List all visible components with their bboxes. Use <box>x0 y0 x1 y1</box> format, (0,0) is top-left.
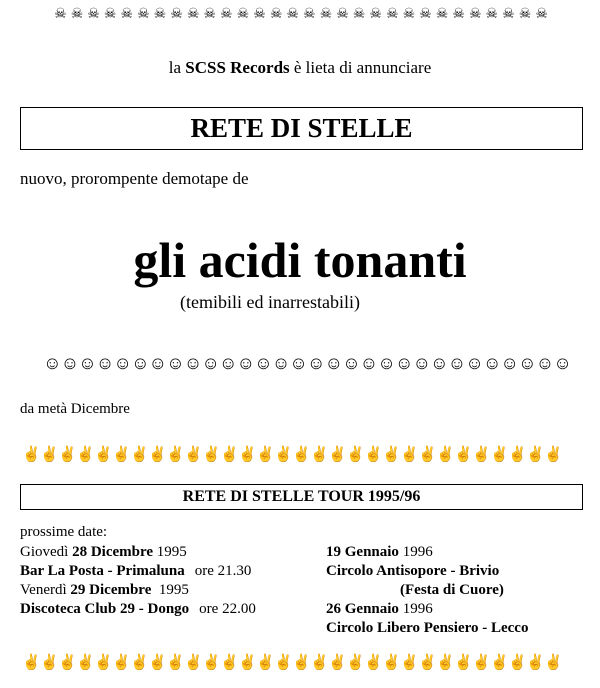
tour-dates-right <box>326 543 528 638</box>
skull-icon: ☠ <box>120 7 134 22</box>
tour-title-box <box>20 484 583 510</box>
hand-icon: ✌ <box>346 655 365 671</box>
date-line <box>20 581 256 600</box>
venue: Discoteca Club 29 - Dongo <box>20 601 190 617</box>
band-tagline: (temibili ed inarrestabili) <box>180 292 360 312</box>
skull-icon: ☠ <box>402 7 416 22</box>
smiley-icon: ☺ <box>95 353 115 373</box>
hand-icon: ✌ <box>508 447 527 463</box>
year: 1996 <box>398 601 433 617</box>
time: ore 22.00 <box>199 601 256 617</box>
skull-icon: ☠ <box>286 7 299 22</box>
skull-icon: ☠ <box>518 7 532 22</box>
hand-dingbat-row-bottom <box>22 656 562 671</box>
hand-icon: ✌ <box>472 447 491 463</box>
venue: Circolo Libero Pensiero - Lecco <box>326 620 529 636</box>
hand-icon: ✌ <box>76 655 95 671</box>
date-line <box>326 543 528 562</box>
hand-icon: ✌ <box>526 447 545 463</box>
venue-line <box>326 562 528 581</box>
smiley-icon: ☺ <box>518 353 537 373</box>
skull-icon: ☠ <box>419 7 432 22</box>
hand-icon: ✌ <box>382 655 401 671</box>
skull-icon: ☠ <box>253 7 266 22</box>
hand-icon: ✌ <box>166 655 185 671</box>
hand-icon: ✌ <box>58 655 77 671</box>
hand-icon: ✌ <box>364 655 383 671</box>
hand-icon: ✌ <box>148 447 167 463</box>
smiley-icon: ☺ <box>447 353 467 373</box>
hand-icon: ✌ <box>274 655 293 671</box>
hand-icon: ✌ <box>130 447 149 463</box>
release-title: RETE DI STELLE <box>190 113 413 143</box>
hand-icon: ✌ <box>328 447 347 463</box>
smiley-icon: ☺ <box>342 353 361 373</box>
smiley-icon: ☺ <box>60 353 80 373</box>
hand-icon: ✌ <box>22 655 41 671</box>
date: 26 Gennaio <box>326 601 399 617</box>
smiley-icon: ☺ <box>430 353 449 373</box>
hand-icon: ✌ <box>256 447 275 463</box>
skull-icon: ☠ <box>502 7 515 22</box>
smiley-icon: ☺ <box>113 353 132 373</box>
hand-icon: ✌ <box>544 447 563 463</box>
venue-note <box>326 581 528 600</box>
hand-icon: ✌ <box>202 447 221 463</box>
skull-icon: ☠ <box>170 7 183 22</box>
release-date: da metà Dicembre <box>20 401 130 417</box>
tour-dates-left <box>20 543 256 619</box>
hand-icon: ✌ <box>508 655 527 671</box>
skull-icon: ☠ <box>485 7 499 22</box>
announcement-line <box>0 58 600 78</box>
skull-icon: ☠ <box>70 7 84 22</box>
hand-icon: ✌ <box>274 447 293 463</box>
hand-icon: ✌ <box>112 447 131 463</box>
hand-icon: ✌ <box>526 655 545 671</box>
hand-icon: ✌ <box>166 447 185 463</box>
smiley-icon: ☺ <box>500 353 519 373</box>
smiley-icon: ☺ <box>394 353 414 373</box>
hand-icon: ✌ <box>436 655 455 671</box>
date-line <box>326 600 528 619</box>
skull-icon: ☠ <box>186 7 200 22</box>
hand-icon: ✌ <box>310 447 329 463</box>
smiley-icon: ☺ <box>271 353 291 373</box>
hand-icon: ✌ <box>310 655 329 671</box>
smiley-icon: ☺ <box>201 353 220 373</box>
venue-line <box>20 600 256 619</box>
hand-icon: ✌ <box>544 655 563 671</box>
hand-icon: ✌ <box>256 655 275 671</box>
smiley-icon: ☺ <box>166 353 185 373</box>
smiley-icon: ☺ <box>553 353 572 373</box>
label-name: SCSS Records <box>185 58 290 77</box>
hand-icon: ✌ <box>364 447 383 463</box>
hand-icon: ✌ <box>112 655 131 671</box>
hand-dingbat-row-top <box>22 448 562 463</box>
hand-icon: ✌ <box>400 655 419 671</box>
hand-icon: ✌ <box>238 447 257 463</box>
hand-icon: ✌ <box>130 655 149 671</box>
hand-icon: ✌ <box>490 655 509 671</box>
venue: Circolo Antisopore - Brivio <box>326 563 500 579</box>
smiley-icon: ☺ <box>307 353 326 373</box>
announce-suffix: è lieta di annunciare <box>289 58 432 77</box>
smiley-icon: ☺ <box>324 353 343 373</box>
smiley-icon: ☺ <box>219 353 238 373</box>
hand-icon: ✌ <box>94 447 113 463</box>
skull-icon: ☠ <box>352 7 366 22</box>
time: ore 21.30 <box>194 563 252 579</box>
skull-icon: ☠ <box>385 7 399 22</box>
hand-icon: ✌ <box>292 655 311 671</box>
skull-icon: ☠ <box>269 7 283 22</box>
skull-icon: ☠ <box>54 7 67 22</box>
venue-line <box>326 619 528 638</box>
hand-icon: ✌ <box>94 655 113 671</box>
smiley-icon: ☺ <box>236 353 256 373</box>
smiley-icon: ☺ <box>482 353 502 373</box>
smiley-icon: ☺ <box>535 353 555 373</box>
skull-icon: ☠ <box>303 7 316 22</box>
smiley-icon: ☺ <box>465 353 484 373</box>
hand-icon: ✌ <box>472 655 491 671</box>
skull-icon: ☠ <box>103 7 117 22</box>
hand-icon: ✌ <box>220 655 239 671</box>
date: 28 Dicembre <box>72 544 154 560</box>
smiley-icon: ☺ <box>289 353 308 373</box>
hand-icon: ✌ <box>148 655 167 671</box>
skull-icon: ☠ <box>220 7 233 22</box>
band-name: gli acidi tonanti <box>133 232 467 288</box>
hand-icon: ✌ <box>292 447 311 463</box>
date: 29 Dicembre <box>70 582 152 598</box>
smiley-icon: ☺ <box>131 353 150 373</box>
skull-icon: ☠ <box>319 7 333 22</box>
hand-icon: ✌ <box>400 447 419 463</box>
skull-icon: ☠ <box>236 7 250 22</box>
hand-icon: ✌ <box>346 447 365 463</box>
tour-title: RETE DI STELLE TOUR 1995/96 <box>182 488 421 505</box>
hand-icon: ✌ <box>328 655 347 671</box>
weekday: Venerdì <box>20 582 71 598</box>
skull-icon: ☠ <box>87 7 100 22</box>
hand-icon: ✌ <box>76 447 95 463</box>
date-line <box>20 543 256 562</box>
skull-icon: ☠ <box>535 7 548 22</box>
hand-icon: ✌ <box>418 447 437 463</box>
subtitle: nuovo, prorompente demotape de <box>20 169 249 188</box>
smiley-icon: ☺ <box>43 353 62 373</box>
smiley-icon: ☺ <box>148 353 168 373</box>
skull-icon: ☠ <box>452 7 465 22</box>
skull-icon: ☠ <box>468 7 482 22</box>
smiley-icon: ☺ <box>183 353 203 373</box>
hand-icon: ✌ <box>454 447 473 463</box>
hand-icon: ✌ <box>184 655 203 671</box>
hand-icon: ✌ <box>238 655 257 671</box>
skull-icon: ☠ <box>203 7 217 22</box>
hand-icon: ✌ <box>490 447 509 463</box>
hand-icon: ✌ <box>220 447 239 463</box>
hand-icon: ✌ <box>418 655 437 671</box>
skull-dingbat-row <box>44 8 558 22</box>
hand-icon: ✌ <box>22 447 41 463</box>
smiley-icon: ☺ <box>359 353 379 373</box>
smiley-icon: ☺ <box>254 353 273 373</box>
next-dates-label: prossime date: <box>20 524 108 540</box>
event-note: (Festa di Cuore) <box>400 582 504 598</box>
smiley-icon: ☺ <box>377 353 396 373</box>
skull-icon: ☠ <box>153 7 167 22</box>
release-title-box <box>20 107 583 150</box>
year: 1995 <box>151 582 189 598</box>
hand-icon: ✌ <box>382 447 401 463</box>
hand-icon: ✌ <box>454 655 473 671</box>
hand-icon: ✌ <box>58 447 77 463</box>
skull-icon: ☠ <box>336 7 349 22</box>
smiley-icon: ☺ <box>412 353 431 373</box>
venue-line <box>20 562 256 581</box>
year: 1996 <box>398 544 433 560</box>
hand-icon: ✌ <box>184 447 203 463</box>
hand-icon: ✌ <box>40 655 59 671</box>
smiley-icon: ☺ <box>78 353 97 373</box>
hand-icon: ✌ <box>40 447 59 463</box>
announce-prefix: la <box>168 58 186 77</box>
hand-icon: ✌ <box>202 655 221 671</box>
date: 19 Gennaio <box>326 544 399 560</box>
skull-icon: ☠ <box>137 7 150 22</box>
skull-icon: ☠ <box>369 7 382 22</box>
smiley-dingbat-row <box>43 354 571 372</box>
skull-icon: ☠ <box>435 7 449 22</box>
hand-icon: ✌ <box>436 447 455 463</box>
weekday: Giovedì <box>20 544 73 560</box>
venue: Bar La Posta - Primaluna <box>20 563 185 579</box>
year: 1995 <box>153 544 187 560</box>
